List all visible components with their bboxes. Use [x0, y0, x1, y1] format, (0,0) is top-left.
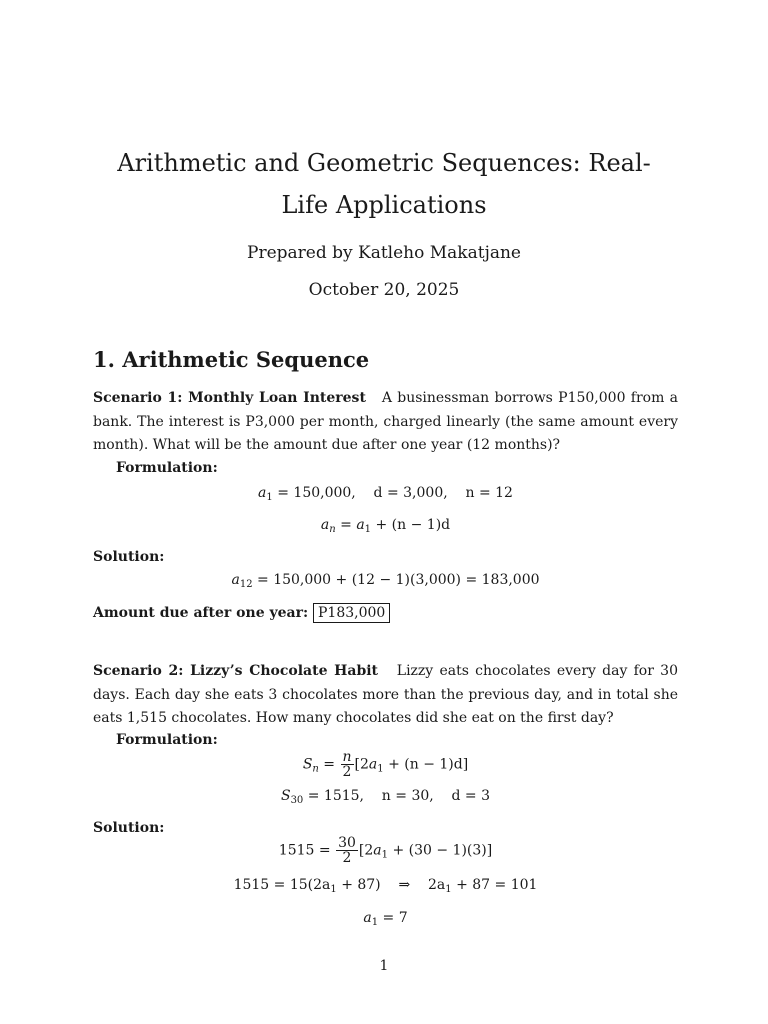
- scenario-2-equation-given: $S_{30} = 1515$, n = 30, d = 3: [280, 788, 491, 806]
- eq-text: = 150,000, d = 3,000, n = 12: [277, 485, 513, 501]
- scenario-2-title: Scenario 2: Lizzy’s Chocolate Habit: [93, 663, 379, 679]
- scenario-2-solution-label: Solution:: [93, 820, 165, 836]
- eq-text: 1515 = 15(2a: [233, 877, 331, 893]
- document-title: Arithmetic and Geometric Sequences: Real-Life Applications: [117, 149, 651, 219]
- scenario-2-formulation-label: Formulation:: [116, 732, 218, 748]
- section-heading-arithmetic: 1. Arithmetic Sequence: [93, 347, 370, 372]
- scenario-1-equation-general: $a_n = a_1 + (n - 1)d$: [320, 517, 451, 535]
- author-line: Prepared by Katleho Makatjane: [247, 243, 521, 263]
- page-number: 1: [379, 958, 389, 974]
- scenario-2-text: Lizzy eats chocolates every day for 30 days. Each day she eats 3 chocolates more than the previous day, and in total she eats 1,515 chocolates. How many chocolates did she eat on the first day?: [93, 663, 678, 726]
- scenario-2-paragraph: [93, 660, 678, 731]
- fraction: $\frac{n}{2}$: [342, 749, 352, 780]
- scenario-2-equation-sum-formula: $S_n$ = $\frac{n}{2}$ $[2a_1 + (n - 1)d]$: [302, 749, 469, 780]
- answer-label: Amount due after one year:: [93, 605, 309, 621]
- scenario-1-title: Scenario 1: Monthly Loan Interest: [93, 390, 366, 406]
- date-line: October 20, 2025: [308, 280, 460, 300]
- scenario-2-equation-simplify: $1515 = 15(2a_1 + 87)$ ⇒ $2a_1 + 87 = 101$: [233, 877, 538, 895]
- scenario-1-paragraph: [93, 387, 678, 458]
- scenario-1-answer: [93, 605, 390, 621]
- eq-text: + (n − 1)d: [375, 517, 451, 533]
- eq-text: = 7: [382, 910, 408, 926]
- eq-text: + (n − 1)d]: [388, 756, 469, 773]
- eq-text: + 87) ⇒ 2a: [341, 877, 446, 893]
- scenario-1-equation-given: $a_1 = 150,000$, d = 3,000, n = 12: [258, 485, 513, 503]
- eq-text: = 150,000 + (12 − 1)(3,000) = 183,000: [257, 572, 540, 588]
- eq-text: + 87 = 101: [456, 877, 538, 893]
- scenario-2-equation-substitution: 1515 = $\frac{30}{2}$ $[2a_1 + (30 - 1)(3)]$: [278, 835, 493, 866]
- scenario-1-equation-solution: $a_{12} = 150,000 + (12 - 1)(3,000) = 183,000$: [231, 572, 540, 590]
- answer-box: P183,000: [313, 603, 390, 623]
- eq-text: + (30 − 1)(3)]: [392, 842, 493, 859]
- fraction: $\frac{30}{2}$: [338, 835, 356, 866]
- scenario-2-equation-result: $a_1 = 7$: [363, 910, 408, 928]
- scenario-1-text: A businessman borrows P150,000 from a bank. The interest is P3,000 per month, charged linearly (the same amount every month). What will be the amount due after one year (12 months)?: [93, 390, 679, 453]
- eq-text: = 1515, n = 30, d = 3: [307, 788, 491, 804]
- scenario-1-formulation-label: Formulation:: [116, 460, 218, 476]
- scenario-1-solution-label: Solution:: [93, 549, 165, 565]
